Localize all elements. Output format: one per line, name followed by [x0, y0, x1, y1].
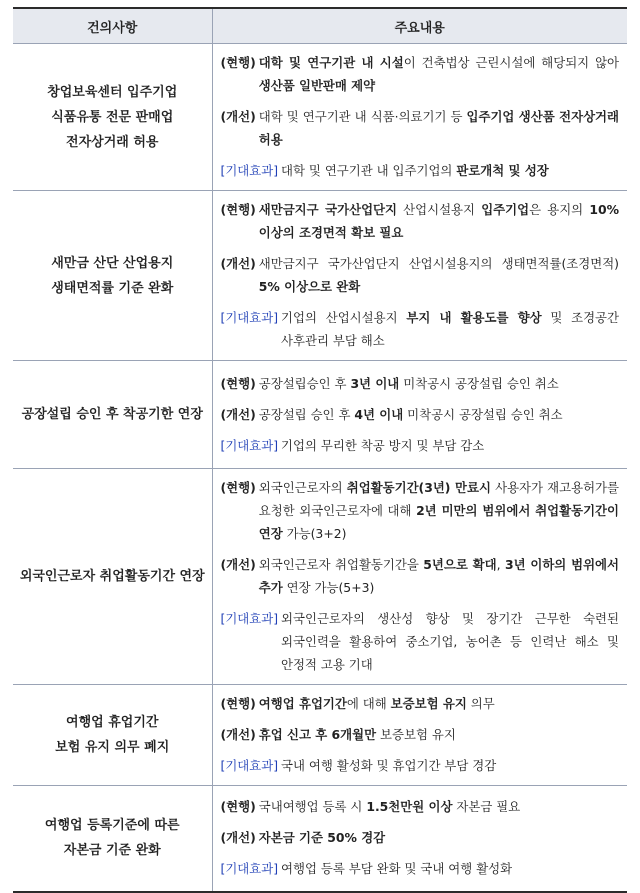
proposal-item: [13, 361, 212, 469]
current-entry: [221, 198, 620, 244]
plain-text: 새만금지구 국가산업단지 산업시설용지의 생태면적률(조경면적): [258, 256, 619, 271]
current-text: [259, 692, 619, 715]
current-entry: [221, 692, 620, 715]
effect-tag: [기대효과]: [220, 861, 279, 877]
improve-tag: (개선): [220, 727, 256, 742]
plain-text: 기업의 산업시설용지: [281, 310, 407, 325]
plain-text: 공장설립 승인 후: [258, 406, 355, 422]
improve-text: [259, 553, 619, 599]
effect-tag: [기대효과]: [220, 611, 279, 626]
proposal-item: [13, 786, 212, 892]
table-body: [13, 44, 627, 892]
plain-text: 산업시설용지: [397, 202, 482, 217]
effect-tag: [기대효과]: [220, 310, 279, 325]
effect-entry: [221, 306, 620, 352]
current-tag: (현행): [220, 799, 256, 815]
improve-text: [259, 723, 619, 746]
proposal-item-line: 식품유통 전문 판매업: [51, 109, 174, 125]
improve-entry: [221, 105, 620, 151]
header-proposal: 건의사항: [13, 8, 212, 44]
emphasis-text: 새만금지구 국가산업단지: [258, 202, 397, 217]
proposal-item: [13, 685, 212, 786]
current-entry: [221, 51, 620, 97]
proposal-item-line: 새만금 산단 산업용지: [51, 255, 174, 271]
effect-text: [281, 159, 619, 182]
current-text: [259, 51, 619, 97]
effect-text: [281, 306, 619, 352]
emphasis-text: 취업활동기간(3년) 만료시: [346, 480, 491, 495]
effect-entry: [221, 857, 620, 880]
current-entry: [221, 372, 620, 395]
plain-text: 외국인근로자의 생산성 향상 및 장기간 근무한 숙련된 외국인력을 활용하여 중소기업, 농어촌 등 인력난 해소 및 안정적 고용 기대: [281, 611, 619, 672]
emphasis-text: 대학 및 연구기관 내 시설: [258, 55, 404, 70]
plain-text: 미착공시 공장설립 승인 취소: [403, 406, 563, 422]
plain-text: ,: [496, 557, 505, 572]
proposal-content: [212, 44, 627, 191]
emphasis-text: 1.5천만원 이상: [366, 799, 453, 815]
proposal-item: [13, 469, 212, 685]
effect-tag: [기대효과]: [220, 758, 279, 773]
current-text: [259, 795, 619, 818]
plain-text: 국내여행업 등록 시: [258, 799, 367, 815]
table-row: [13, 44, 627, 191]
effect-text: [281, 607, 619, 676]
plain-text: 에 대해: [346, 696, 391, 711]
plain-text: 및 조경공간 사후관리 부담 해소: [281, 310, 619, 348]
emphasis-text: 여행업 휴업기간: [258, 696, 347, 711]
effect-text: [281, 754, 619, 777]
current-tag: (현행): [220, 55, 256, 70]
improve-tag: (개선): [220, 406, 256, 422]
improve-entry: [221, 252, 620, 298]
emphasis-text: 입주기업 생산품 전자상거래 허용: [258, 109, 619, 147]
improve-entry: [221, 553, 620, 599]
table-row: [13, 469, 627, 685]
emphasis-text: 생산품 일반판매 제약: [258, 78, 376, 93]
proposal-item: [13, 44, 212, 191]
plain-text: 외국인근로자 취업활동기간을: [258, 557, 424, 572]
emphasis-text: 판로개척 및 성장: [456, 163, 549, 178]
proposal-item-line: 외국인근로자 취업활동기간 연장: [19, 569, 205, 584]
improve-text: [259, 105, 619, 151]
table-row: [13, 786, 627, 892]
plain-text: 연장 가능(5+3): [282, 580, 375, 595]
emphasis-text: 부지 내 활용도를 향상: [406, 310, 542, 325]
plain-text: 가능(3+2): [282, 526, 347, 541]
plain-text: 기업의 무리한 착공 방지 및 부담 감소: [281, 437, 485, 453]
effect-text: [281, 434, 619, 457]
proposal-item-line: 보험 유지 의무 폐지: [55, 740, 170, 755]
table-row: [13, 685, 627, 786]
improve-tag: (개선): [220, 109, 256, 124]
proposal-item-line: 여행업 등록기준에 따른: [44, 818, 180, 834]
current-entry: [221, 476, 620, 545]
plain-text: 국내 여행 활성화 및 휴업기간 부담 경감: [281, 758, 497, 773]
proposal-content: [212, 469, 627, 685]
emphasis-text: 5년으로 확대: [423, 557, 497, 572]
current-tag: (현행): [220, 202, 256, 217]
plain-text: 보증보험 유지: [376, 727, 456, 742]
plain-text: 이 건축법상 근린시설에 해당되지 않아: [403, 55, 620, 70]
header-row: [13, 8, 627, 44]
proposal-item-line: 창업보육센터 입주기업: [47, 84, 178, 100]
plain-text: 대학 및 연구기관 내 식품·의료기기 등: [258, 109, 467, 124]
improve-tag: (개선): [220, 557, 256, 572]
proposal-content: [212, 191, 627, 361]
current-tag: (현행): [220, 696, 256, 711]
improve-entry: [221, 403, 620, 426]
effect-tag: [기대효과]: [220, 163, 279, 178]
header-content: 주요내용: [212, 8, 627, 44]
table-row: [13, 191, 627, 361]
proposal-content: [212, 361, 627, 469]
emphasis-text: 자본금 기준 50% 경감: [258, 830, 386, 846]
effect-entry: [221, 159, 620, 182]
current-text: [259, 476, 619, 545]
improve-text: [259, 403, 619, 426]
improve-tag: (개선): [220, 256, 256, 271]
proposal-table: [13, 7, 627, 893]
proposal-item-line: 공장설립 승인 후 착공기한 연장: [21, 407, 203, 422]
plain-text: 공장설립승인 후: [258, 375, 351, 391]
proposal-content: [212, 786, 627, 892]
plain-text: 외국인근로자의: [258, 480, 347, 495]
plain-text: 의무: [466, 696, 495, 711]
effect-tag: [기대효과]: [220, 437, 279, 453]
improve-text: [259, 826, 619, 849]
proposal-item: [13, 191, 212, 361]
emphasis-text: 4년 이내: [354, 406, 404, 422]
emphasis-text: 보증보험 유지: [390, 696, 467, 711]
current-text: [259, 372, 619, 395]
emphasis-text: 3년 이하의 범위에서 추가: [258, 557, 619, 595]
current-tag: (현행): [220, 480, 256, 495]
plain-text: 대학 및 연구기관 내 입주기업의: [281, 163, 457, 178]
effect-entry: [221, 754, 620, 777]
proposal-item-line: 전자상거래 허용: [66, 134, 159, 150]
emphasis-text: 10% 이상의 조경면적 확보 필요: [258, 202, 619, 240]
proposal-item-line: 여행업 휴업기간: [66, 715, 159, 730]
proposal-item-line: 자본금 기준 완화: [63, 843, 161, 859]
improve-entry: [221, 723, 620, 746]
improve-entry: [221, 826, 620, 849]
improve-text: [259, 252, 619, 298]
table-row: [13, 361, 627, 469]
current-text: [259, 198, 619, 244]
emphasis-text: 5% 이상으로 완화: [258, 279, 361, 294]
emphasis-text: 2년 미만의 범위에서 취업활동기간이 연장: [258, 503, 620, 541]
improve-tag: (개선): [220, 830, 256, 846]
current-entry: [221, 795, 620, 818]
emphasis-text: 휴업 신고 후 6개월만: [258, 727, 377, 742]
proposal-item-line: 생태면적률 기준 완화: [51, 280, 174, 296]
plain-text: 자본금 필요: [452, 799, 521, 815]
plain-text: 사용자가 재고용허가를 요청한 외국인근로자에 대해: [258, 480, 619, 518]
effect-text: [281, 857, 619, 880]
emphasis-text: 3년 이내: [350, 375, 400, 391]
plain-text: 여행업 등록 부담 완화 및 국내 여행 활성화: [281, 861, 513, 877]
proposal-content: [212, 685, 627, 786]
effect-entry: [221, 607, 620, 676]
plain-text: 은 용지의: [529, 202, 590, 217]
current-tag: (현행): [220, 375, 256, 391]
emphasis-text: 입주기업: [481, 202, 530, 217]
effect-entry: [221, 434, 620, 457]
plain-text: 미착공시 공장설립 승인 취소: [399, 375, 559, 391]
